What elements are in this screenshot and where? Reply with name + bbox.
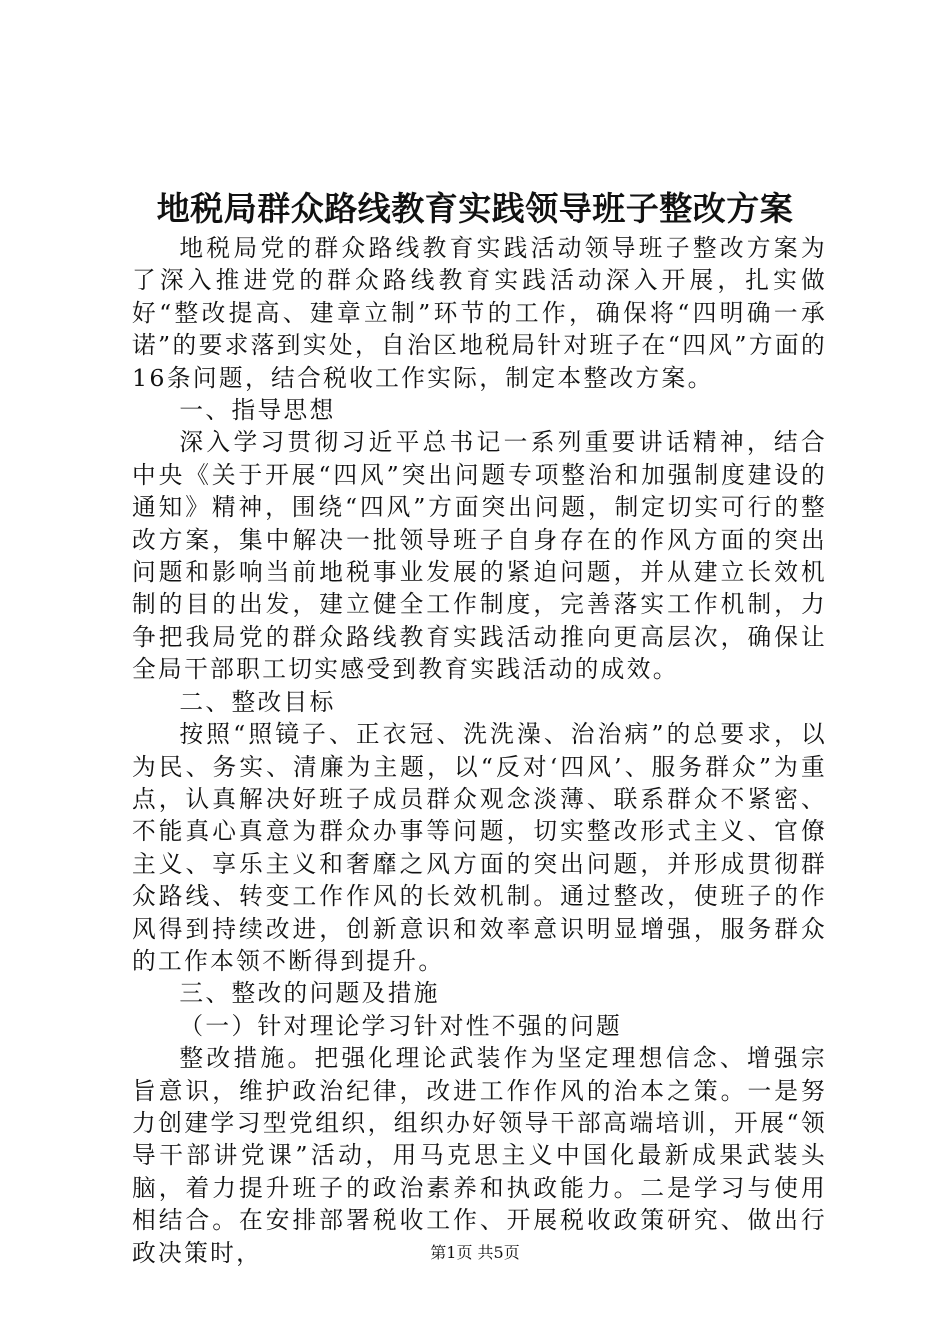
guiding-ideology-paragraph: 深入学习贯彻习近平总书记一系列重要讲话精神，结合中央《关于开展“四风”突出问题专项整治和加强制度建设的通知》精神，围绕“四风”方面突出问题，制定切实可行的整改方案，集中解决一批领导班子自身存在的作风方面的突出问题和影响当前地税事业发展的紧迫问题，并从建立长效机制的目的出发，建立健全工作制度，完善落实工作机制，力争把我局党的群众路线教育实践活动推向更高层次，确保让全局干部职工切实感受到教育实践活动的成效。 (132, 428, 827, 684)
document-body (132, 232, 827, 1269)
intro-paragraph: 地税局党的群众路线教育实践活动领导班子整改方案为了深入推进党的群众路线教育实践活动深入开展，扎实做好“整改提高、建章立制”环节的工作，确保将“四明确一承诺”的要求落到实处，自治区地税局针对班子在“四风”方面的16条问题，结合税收工作实际，制定本整改方案。 (132, 234, 827, 392)
section-heading-problems-and-measures: 三、整改的问题及措施 (179, 979, 440, 1008)
subsection-heading-theory-study: （一）针对理论学习针对性不强的问题 (179, 1011, 623, 1040)
section-heading-guiding-ideology: 一、指导思想 (179, 396, 336, 425)
document-title: 地税局群众路线教育实践领导班子整改方案 (156, 189, 794, 228)
page-number-footer: 第1页 共5页 (430, 1243, 520, 1262)
section-heading-rectification-goals: 二、整改目标 (179, 687, 336, 716)
rectification-measures-paragraph: 整改措施。把强化理论武装作为坚定理想信念、增强宗旨意识，维护政治纪律，改进工作作风的治本之策。一是努力创建学习型党组织，组织办好领导干部高端培训，开展“领导干部讲党课”活动，用马克思主义中国化最新成果武装头脑，着力提升班子的政治素养和执政能力。二是学习与使用相结合。在安排部署税收工作、开展税收政策研究、做出行政决策时， (132, 1044, 827, 1267)
rectification-goals-paragraph: 按照“照镜子、正衣冠、洗洗澡、治治病”的总要求，以为民、务实、清廉为主题，以“反对‘四风’、服务群众”为重点，认真解决好班子成员群众观念淡薄、联系群众不紧密、不能真心真意为群众办事等问题，切实整改形式主义、官僚主义、享乐主义和奢靡之风方面的突出问题，并形成贯彻群众路线、转变工作作风的长效机制。通过整改，使班子的作风得到持续改进，创新意识和效率意识明显增强，服务群众的工作本领不断得到提升。 (132, 720, 827, 975)
